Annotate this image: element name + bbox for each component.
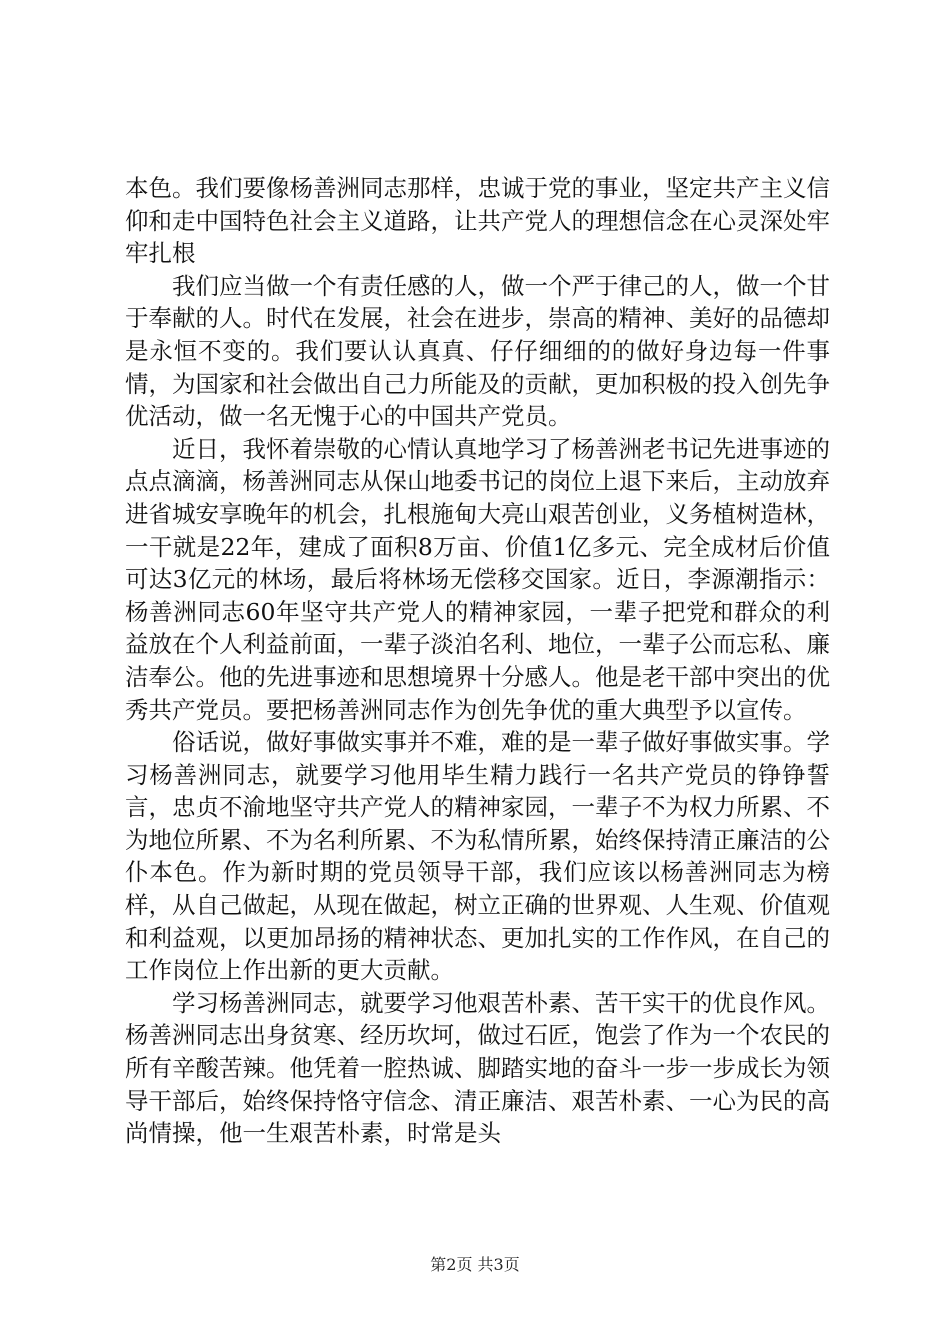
paragraph-2: 我们应当做一个有责任感的人，做一个严于律己的人，做一个甘于奉献的人。时代在发展，社会在进步，崇高的精神、美好的品德却是永恒不变的。我们要认认真真、仔仔细细的的做好身边每一件事情，为国家和社会做出自己力所能及的贡献，更加积极的投入创先争优活动，做一名无愧于心的中国共产党员。	[125, 271, 830, 431]
paragraph-4: 俗话说，做好事做实事并不难，难的是一辈子做好事做实事。学习杨善洲同志，就要学习他用毕生精力践行一名共产党员的铮铮誓言，忠贞不渝地坚守共产党人的精神家园，一辈子不为权力所累、不为地位所累、不为名利所累、不为私情所累，始终保持清正廉洁的公仆本色。作为新时期的党员领导干部，我们应该以杨善洲同志为榜样，从自己做起，从现在做起，树立正确的世界观、人生观、价值观和利益观，以更加昂扬的精神状态、更加扎实的工作作风，在自己的工作岗位上作出新的更大贡献。	[125, 728, 830, 985]
paragraph-5: 学习杨善洲同志，就要学习他艰苦朴素、苦干实干的优良作风。杨善洲同志出身贫寒、经历坎坷，做过石匠，饱尝了作为一个农民的所有辛酸苦辣。他凭着一腔热诚、脚踏实地的奋斗一步一步成长为领导干部后，始终保持恪守信念、清正廉洁、艰苦朴素、一心为民的高尚情操，他一生艰苦朴素，时常是头	[125, 988, 830, 1148]
page-footer	[0, 1252, 950, 1275]
document-body	[125, 172, 830, 1150]
paragraph-3: 近日，我怀着崇敬的心情认真地学习了杨善洲老书记先进事迹的点点滴滴，杨善洲同志从保山地委书记的岗位上退下来后，主动放弃进省城安享晚年的机会，扎根施甸大亮山艰苦创业，义务植树造林，一干就是22年，建成了面积8万亩、价值1亿多元、完全成材后价值可达3亿元的林场，最后将林场无偿移交国家。近日，李源潮指示：杨善洲同志60年坚守共产党人的精神家园，一辈子把党和群众的利益放在个人利益前面，一辈子淡泊名利、地位，一辈子公而忘私、廉洁奉公。他的先进事迹和思想境界十分感人。他是老干部中突出的优秀共产党员。要把杨善洲同志作为创先争优的重大典型予以宣传。	[125, 434, 830, 724]
page-number-label: 第2页 共3页	[430, 1255, 520, 1274]
paragraph-1: 本色。我们要像杨善洲同志那样，忠诚于党的事业，坚定共产主义信仰和走中国特色社会主义道路，让共产党人的理想信念在心灵深处牢牢扎根	[125, 174, 830, 268]
